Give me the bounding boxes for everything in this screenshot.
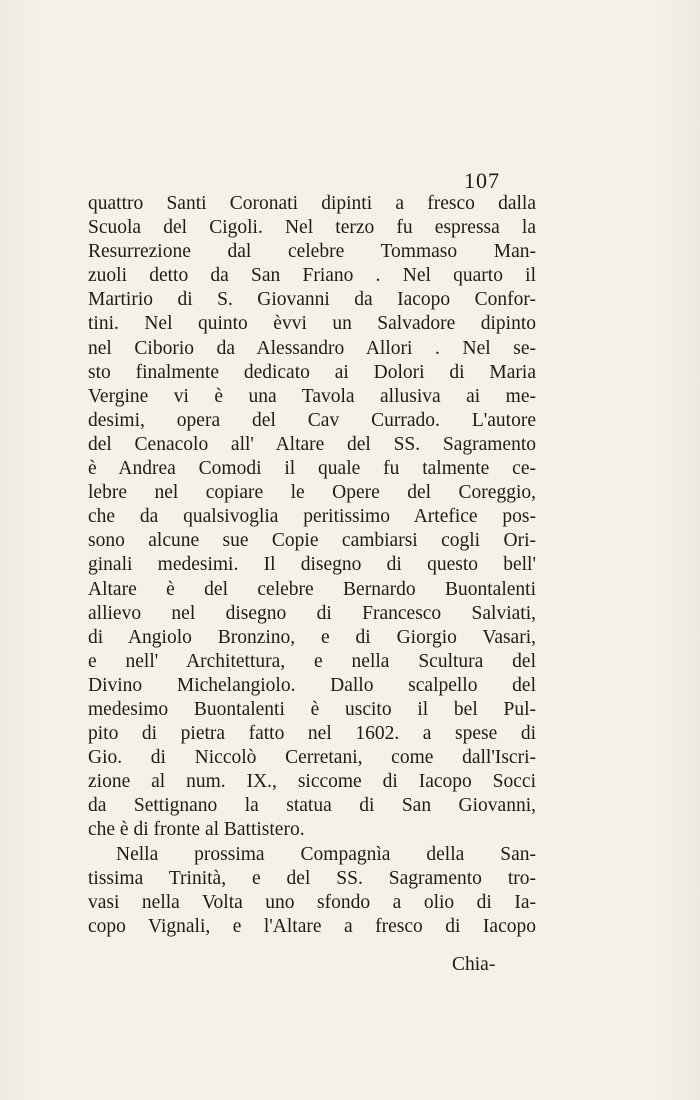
- text-line: è Andrea Comodi il quale fu talmente ce-: [88, 458, 536, 480]
- text-line: zione al num. IX., siccome di Iacopo Socci: [88, 771, 536, 793]
- text-line: sono alcune sue Copie cambiarsi cogli Ori-: [88, 530, 536, 552]
- text-line: medesimo Buontalenti è uscito il bel Pul-: [88, 698, 536, 720]
- text-line: tini. Nel quinto èvvi un Salvadore dipinto: [88, 313, 536, 335]
- text-line: da Settignano la statua di San Giovanni,: [88, 795, 536, 817]
- text-line: sto finalmente dedicato ai Dolori di Maria: [88, 361, 536, 383]
- text-line: Altare è del celebre Bernardo Buontalenti: [88, 578, 536, 600]
- text-line: Scuola del Cigoli. Nel terzo fu espressa la: [88, 217, 536, 239]
- body-text: [88, 192, 536, 939]
- text-line: nel Ciborio da Alessandro Allori . Nel se-: [88, 337, 536, 359]
- text-line: e nell' Architettura, e nella Scultura del: [88, 650, 536, 672]
- text-line: tissima Trinità, e del SS. Sagramento tro-: [88, 867, 536, 889]
- text-line: desimi, opera del Cav Currado. L'autore: [88, 409, 536, 431]
- text-line: che da qualsivoglia peritissimo Artefice pos-: [88, 506, 536, 528]
- text-line: Resurrezione dal celebre Tommaso Man-: [88, 241, 536, 263]
- text-line: quattro Santi Coronati dipinti a fresco dalla: [88, 193, 536, 214]
- page-number: 107: [464, 168, 500, 193]
- text-line: lebre nel copiare le Opere del Coreggio,: [88, 482, 536, 504]
- text-line: Gio. di Niccolò Cerretani, come dall'Iscri-: [88, 747, 536, 769]
- text-line: Vergine vi è una Tavola allusiva ai me-: [88, 385, 536, 407]
- text-line: vasi nella Volta uno sfondo a olio di Ia-: [88, 891, 536, 913]
- text-line: zuoli detto da San Friano . Nel quarto il: [88, 265, 536, 287]
- text-line: pito di pietra fatto nel 1602. a spese di: [88, 723, 536, 745]
- text-line: allievo nel disegno di Francesco Salviati,: [88, 602, 536, 624]
- text-line: del Cenacolo all' Altare del SS. Sagramento: [88, 433, 536, 455]
- text-line: ginali medesimi. Il disegno di questo bell': [88, 554, 536, 576]
- catchword: Chia-: [452, 954, 496, 975]
- text-line: che è di fronte al Battistero.: [88, 819, 305, 841]
- text-line: Nella prossima Compagnìa della San-: [116, 843, 536, 865]
- text-line: copo Vignali, e l'Altare a fresco di Iacopo: [88, 915, 536, 937]
- text-line: Divino Michelangiolo. Dallo scalpello del: [88, 674, 536, 696]
- text-line: Martirio di S. Giovanni da Iacopo Confor-: [88, 289, 536, 311]
- text-line: di Angiolo Bronzino, e di Giorgio Vasari,: [88, 626, 536, 648]
